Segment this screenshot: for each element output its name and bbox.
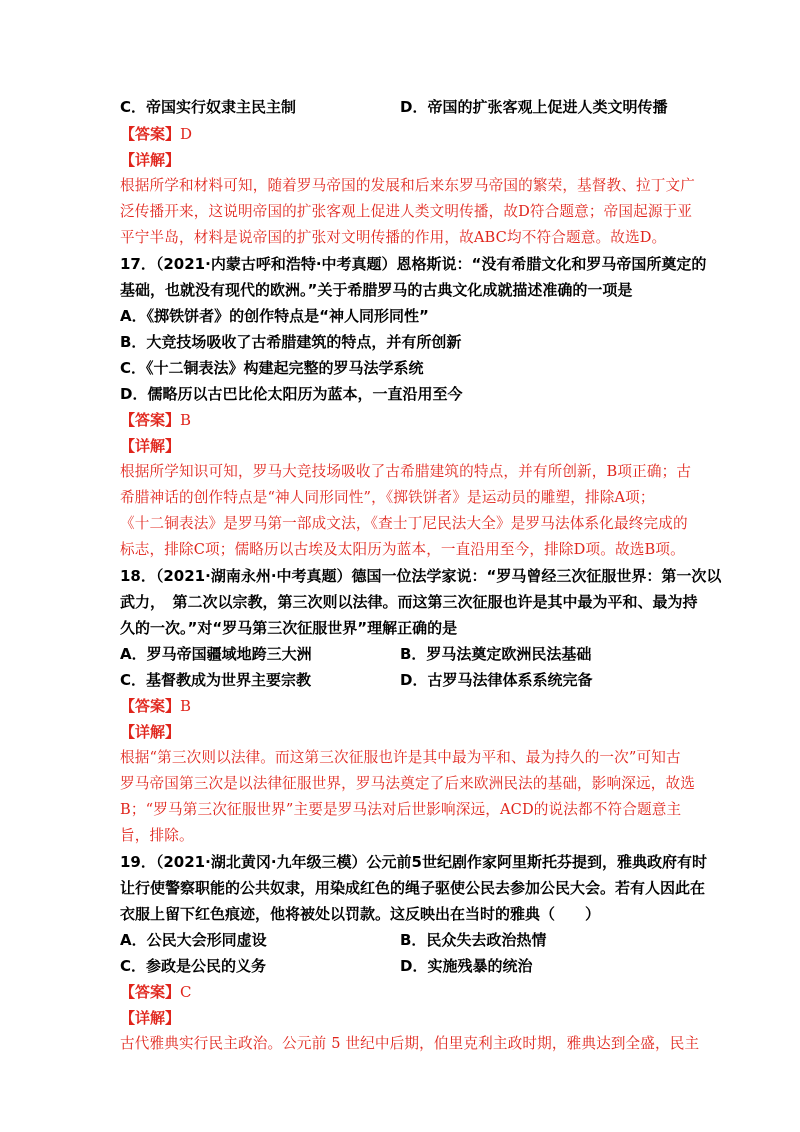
q18-answer-line: [120, 696, 191, 716]
q16-explanation-line-1: 根据所学和材料可知，随着罗马帝国的发展和后来东罗马帝国的繁荣，基督教、拉丁文广: [120, 177, 696, 194]
q17-option-d: D．儒略历以古巴比伦太阳历为蓝本，一直沿用至今: [120, 385, 463, 403]
q19-explanation-line-1: 古代雅典实行民主政治。公元前 5 世纪中后期，伯里克利主政时期，雅典达到全盛，民主: [120, 1035, 700, 1052]
q17-answer-line: [120, 410, 191, 430]
answer-label: 【答案】: [120, 697, 181, 715]
q18-option-b: B．罗马法奠定欧洲民法基础: [400, 645, 592, 663]
q19-answer-line: [120, 982, 192, 1002]
q19-option-d: D．实施残暴的统治: [400, 957, 533, 975]
q18-answer: B: [180, 697, 192, 715]
q19-option-a: A．公民大会形同虚设: [120, 931, 267, 949]
q18-explanation-line-2: 罗马帝国第三次是以法律征服世界，罗马法奠定了后来欧洲民法的基础，影响深远，故选: [120, 775, 696, 792]
q17-option-c: C．《十二铜表法》构建起完整的罗马法学系统: [120, 359, 424, 377]
q17-answer: B: [180, 411, 192, 429]
q18-explanation-line-1: 根据“第三次则以法律。而这第三次征服也许是其中最为平和、最为持久的一次”可知古: [120, 749, 681, 766]
q17-explanation-line-3: 《十二铜表法》是罗马第一部成文法，《查士丁尼民法大全》是罗马法体系化最终完成的: [120, 515, 688, 532]
q17-option-b: B．大竞技场吸收了古希腊建筑的特点，并有所创新: [120, 333, 462, 351]
q18-stem-line-2: 武力， 第二次以宗教，第三次则以法律。而这第三次征服也许是其中最为平和、最为持: [120, 593, 698, 611]
q18-option-d: D．古罗马法律体系系统完备: [400, 671, 593, 689]
q19-stem-line-1: 19．（2021·湖北黄冈·九年级三模）公元前5世纪剧作家阿里斯托芬提到，雅典政府有时: [120, 853, 707, 871]
q17-stem-line-1: 17．（2021·内蒙古呼和浩特·中考真题）恩格斯说：“没有希腊文化和罗马帝国所奠定的: [120, 255, 707, 273]
q17-explanation-line-4: 标志，排除C项；儒略历以古埃及太阳历为蓝本，一直沿用至今，排除D项。故选B项。: [120, 541, 685, 558]
q19-stem-line-2: 让行使警察职能的公共奴隶，用染成红色的绳子驱使公民去参加公民大会。若有人因此在: [120, 879, 706, 897]
q16-explanation-line-3: 平宁半岛，材料是说帝国的扩张对文明传播的作用，故ABC均不符合题意。故选D。: [120, 229, 667, 246]
q18-option-a: A．罗马帝国疆域地跨三大洲: [120, 645, 312, 663]
q16-option-d: D．帝国的扩张客观上促进人类文明传播: [400, 98, 668, 116]
q16-option-c: C．帝国实行奴隶主民主制: [120, 98, 297, 116]
q19-detail-label: 【详解】: [120, 1009, 181, 1027]
answer-label: 【答案】: [120, 125, 181, 143]
q16-detail-label: 【详解】: [120, 151, 181, 169]
q19-option-c: C．参政是公民的义务: [120, 957, 267, 975]
q17-explanation-line-1: 根据所学知识可知，罗马大竞技场吸收了古希腊建筑的特点，并有所创新，B项正确；古: [120, 463, 692, 480]
q18-option-c: C．基督教成为世界主要宗教: [120, 671, 312, 689]
q16-answer-line: [120, 124, 192, 144]
q17-stem-line-2: 基础，也就没有现代的欧洲。”关于希腊罗马的古典文化成就描述准确的一项是: [120, 281, 633, 299]
q16-answer: D: [180, 125, 193, 143]
q19-answer: C: [180, 983, 192, 1001]
q16-explanation-line-2: 泛传播开来，这说明帝国的扩张客观上促进人类文明传播，故D符合题意；帝国起源于亚: [120, 203, 693, 220]
q18-explanation-line-4: 旨，排除。: [120, 827, 194, 844]
answer-label: 【答案】: [120, 983, 181, 1001]
q18-stem-line-1: 18．（2021·湖南永州·中考真题）德国一位法学家说：“罗马曾经三次征服世界：第一次以: [120, 567, 722, 585]
q18-explanation-line-3: B；“罗马第三次征服世界”主要是罗马法对后世影响深远，ACD的说法都不符合题意主: [120, 801, 682, 818]
q18-detail-label: 【详解】: [120, 723, 181, 741]
q17-option-a: A．《掷铁饼者》的创作特点是“神人同形同性”: [120, 307, 429, 325]
q18-stem-line-3: 久的一次。”对“罗马第三次征服世界”理解正确的是: [120, 619, 458, 637]
q19-option-b: B．民众失去政治热情: [400, 931, 547, 949]
q17-detail-label: 【详解】: [120, 437, 181, 455]
answer-label: 【答案】: [120, 411, 181, 429]
q19-stem-line-3: 衣服上留下红色痕迹，他将被处以罚款。这反映出在当时的雅典（ ）: [120, 905, 601, 923]
q17-explanation-line-2: 希腊神话的创作特点是“神人同形同性”，《掷铁饼者》是运动员的雕塑，排除A项；: [120, 489, 655, 506]
